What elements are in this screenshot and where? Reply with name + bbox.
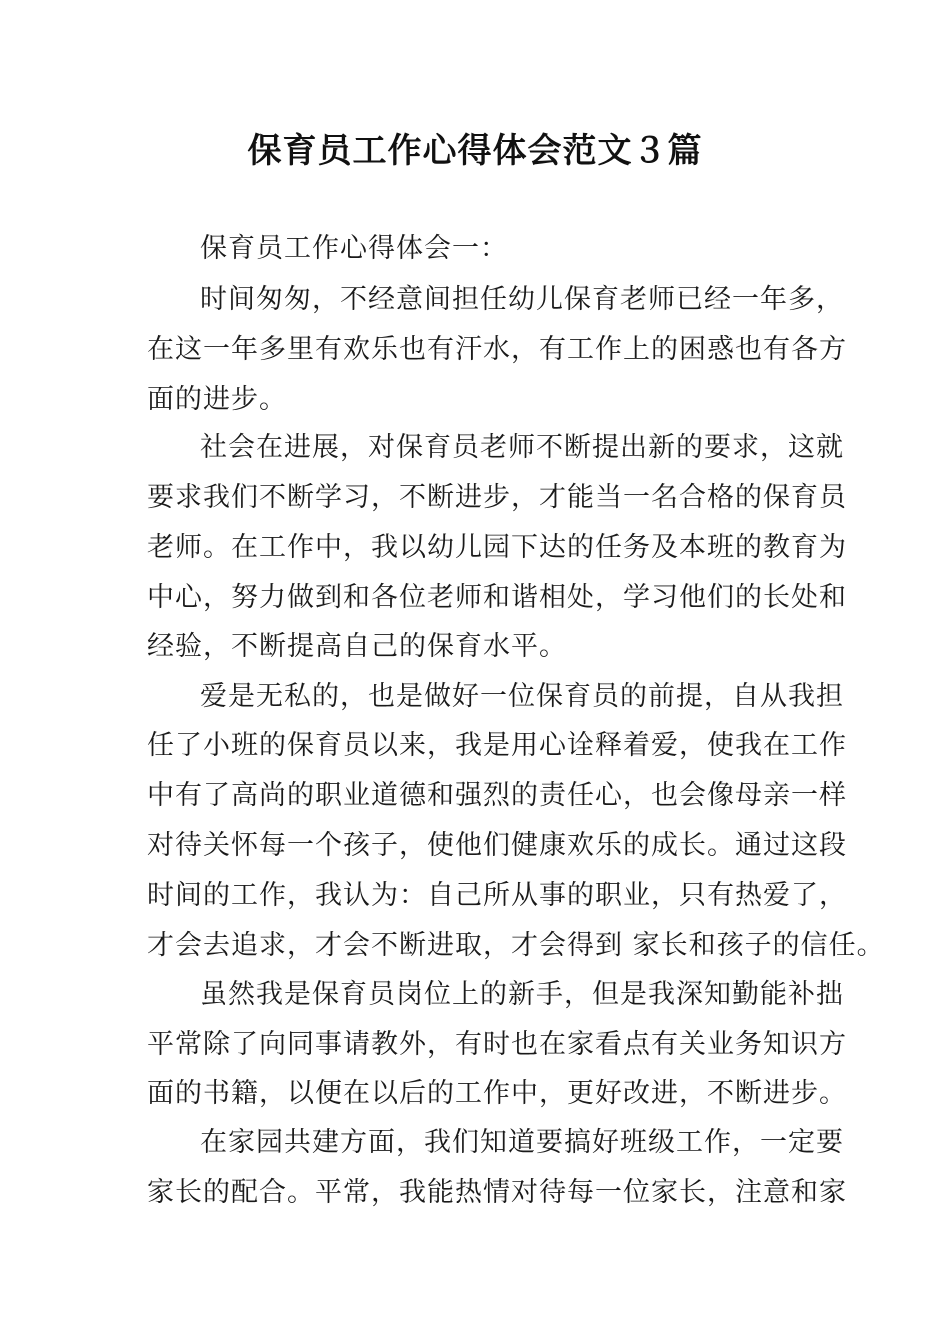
paragraph-line: 平常除了向同事请教外，有时也在家看点有关业务知识方 bbox=[147, 1029, 847, 1060]
paragraph-line: 虽然我是保育员岗位上的新手，但是我深知勤能补拙 bbox=[200, 979, 844, 1010]
paragraph-line: 面的进步。 bbox=[147, 384, 287, 415]
paragraph-line: 经验，不断提高自己的保育水平。 bbox=[147, 631, 567, 662]
paragraph-line: 在这一年多里有欢乐也有汗水，有工作上的困惑也有各方 bbox=[147, 334, 847, 365]
paragraph-line: 才会去追求，才会不断进取，才会得到 家长和孩子的信任。 bbox=[147, 930, 885, 961]
paragraph-line: 面的书籍，以便在以后的工作中，更好改进，不断进步。 bbox=[147, 1078, 847, 1109]
paragraph-line: 家长的配合。平常，我能热情对待每一位家长，注意和家 bbox=[147, 1177, 847, 1208]
document-title: 保育员工作心得体会范文３篇 bbox=[247, 131, 703, 171]
paragraph-line: 时间匆匆，不经意间担任幼儿保育老师已经一年多， bbox=[200, 284, 844, 315]
paragraph-line: 社会在进展，对保育员老师不断提出新的要求，这就 bbox=[200, 432, 844, 463]
paragraph-line: 爱是无私的，也是做好一位保育员的前提，自从我担 bbox=[200, 681, 844, 712]
paragraph-line: 对待关怀每一个孩子，使他们健康欢乐的成长。通过这段 bbox=[147, 830, 847, 861]
paragraph-line: 时间的工作，我认为：自己所从事的职业，只有热爱了， bbox=[147, 880, 847, 911]
paragraph-line: 中有了高尚的职业道德和强烈的责任心，也会像母亲一样 bbox=[147, 780, 847, 811]
paragraph-line: 老师。在工作中，我以幼儿园下达的任务及本班的教育为 bbox=[147, 532, 847, 563]
paragraph-line: 在家园共建方面，我们知道要搞好班级工作，一定要 bbox=[200, 1127, 844, 1158]
paragraph-line: 任了小班的保育员以来，我是用心诠释着爱，使我在工作 bbox=[147, 730, 847, 761]
section-heading: 保育员工作心得体会一： bbox=[200, 233, 508, 264]
paragraph-line: 要求我们不断学习，不断进步，才能当一名合格的保育员 bbox=[147, 482, 847, 513]
paragraph-line: 中心，努力做到和各位老师和谐相处，学习他们的长处和 bbox=[147, 582, 847, 613]
